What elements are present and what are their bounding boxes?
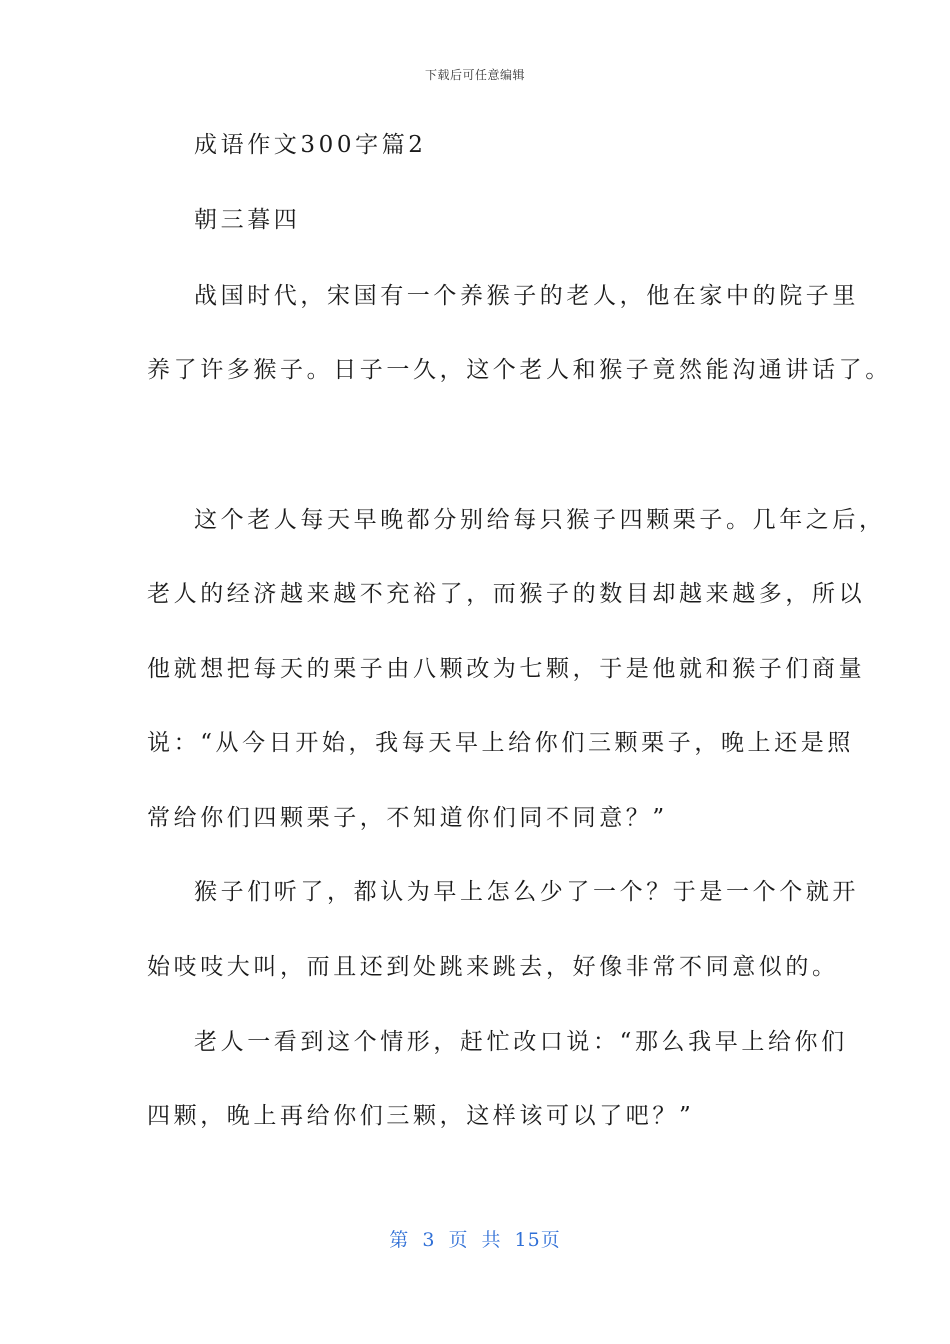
paragraph-line: 养了许多猴子。日子一久，这个老人和猴子竟然能沟通讲话了。	[147, 357, 892, 383]
paragraph-line: 说：“从今日开始，我每天早上给你们三颗栗子，晚上还是照	[147, 730, 854, 756]
paragraph-line: 猴子们听了，都认为早上怎么少了一个？于是一个个就开	[194, 879, 859, 905]
header-note: 下载后可任意编辑	[424, 68, 525, 82]
paragraph-line: 战国时代，宋国有一个养猴子的老人，他在家中的院子里	[194, 283, 859, 309]
paragraph-line: 这个老人每天早晚都分别给每只猴子四颗栗子。几年之后，	[194, 507, 886, 533]
paragraph-line: 老人的经济越来越不充裕了，而猴子的数目却越来越多，所以	[147, 581, 866, 607]
page-indicator: 第 3 页 共 15页	[389, 1229, 561, 1251]
paragraph-line: 他就想把每天的栗子由八颗改为七颗，于是他就和猴子们商量	[147, 656, 866, 682]
essay-title: 成语作文300字篇2	[194, 132, 427, 158]
paragraph-line: 始吱吱大叫，而且还到处跳来跳去，好像非常不同意似的。	[147, 954, 839, 980]
paragraph-line: 老人一看到这个情形，赶忙改口说：“那么我早上给你们	[194, 1029, 848, 1055]
paragraph-line: 四颗，晚上再给你们三颗，这样该可以了吧？”	[147, 1103, 695, 1129]
paragraph-line: 常给你们四颗栗子，不知道你们同不同意？”	[147, 805, 668, 831]
idiom-title: 朝三暮四	[194, 207, 301, 233]
